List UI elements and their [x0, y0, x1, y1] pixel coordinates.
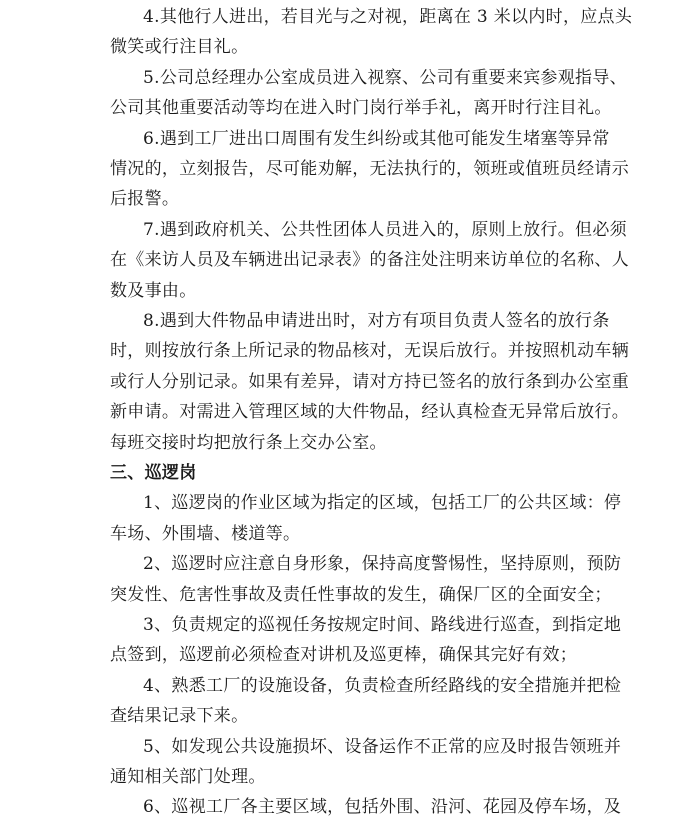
paragraph-line: 5.公司总经理办公室成员进入视察、公司有重要来宾参观指导、 [143, 68, 627, 88]
paragraph-line: 数及事由。 [110, 281, 197, 301]
paragraph-line: 7.遇到政府机关、公共性团体人员进入的，原则上放行。但必须 [143, 220, 627, 240]
paragraph-line: 点签到，巡逻前必须检查对讲机及巡更棒，确保其完好有效； [110, 645, 578, 665]
paragraph-line: 3、负责规定的巡视任务按规定时间、路线进行巡查，到指定地 [143, 615, 622, 635]
paragraph-line: 6.遇到工厂进出口周围有发生纠纷或其他可能发生堵塞等异常 [143, 129, 610, 149]
paragraph-line: 车场、外围墙、楼道等。 [110, 524, 301, 544]
paragraph-line: 或行人分别记录。如果有差异，请对方持已签名的放行条到办公室重 [110, 372, 629, 392]
paragraph-line: 公司其他重要活动等均在进入时门岗行举手礼，离开时行注目礼。 [110, 98, 612, 118]
paragraph-line: 8.遇到大件物品申请进出时，对方有项目负责人签名的放行条 [143, 311, 610, 331]
paragraph-line: 5、如发现公共设施损坏、设备运作不正常的应及时报告领班并 [143, 737, 622, 757]
paragraph-line: 后报警。 [110, 189, 180, 209]
paragraph-line: 通知相关部门处理。 [110, 767, 266, 787]
paragraph-line: 每班交接时均把放行条上交办公室。 [110, 433, 387, 453]
paragraph-line: 4、熟悉工厂的设施设备，负责检查所经路线的安全措施并把检 [143, 676, 622, 696]
paragraph-line: 查结果记录下来。 [110, 706, 249, 726]
paragraph-line: 情况的，立刻报告，尽可能劝解，无法执行的，领班或值班员经请示 [110, 159, 629, 179]
paragraph-line: 微笑或行注目礼。 [110, 37, 249, 57]
paragraph-line: 新申请。对需进入管理区域的大件物品，经认真检查无异常后放行。 [110, 402, 629, 422]
paragraph-line: 2、巡逻时应注意自身形象，保持高度警惕性，坚持原则，预防 [143, 554, 622, 574]
paragraph-line: 突发性、危害性事故及责任性事故的发生，确保厂区的全面安全； [110, 585, 612, 605]
paragraph-line: 在《来访人员及车辆进出记录表》的备注处注明来访单位的名称、人 [110, 250, 629, 270]
paragraph-line: 4.其他行人进出，若目光与之对视，距离在 3 米以内时，应点头 [143, 7, 633, 27]
paragraph-line: 1、巡逻岗的作业区域为指定的区域，包括工厂的公共区域：停 [143, 493, 622, 513]
section-heading: 三、巡逻岗 [110, 463, 197, 483]
paragraph-line: 6、巡视工厂各主要区域，包括外围、沿河、花园及停车场，及 [143, 797, 622, 817]
paragraph-line: 时，则按放行条上所记录的物品核对，无误后放行。并按照机动车辆 [110, 341, 629, 361]
